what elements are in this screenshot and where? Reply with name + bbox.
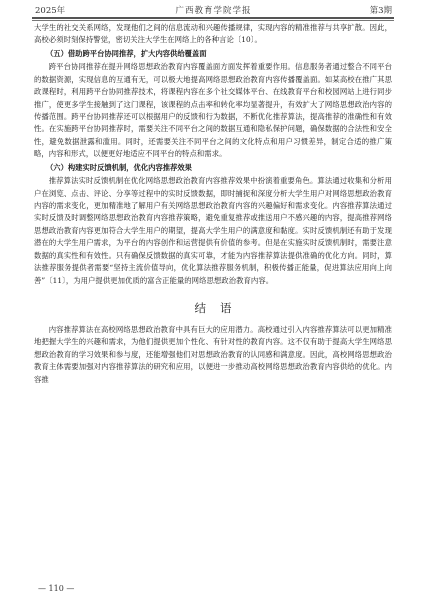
paragraph-cross-platform: 跨平台协同推荐在提升网络思想政治教育内容覆盖面方面发挥着重要作用。信息服务者通过整合不同平台的数据资源，实现信息的互通有无，可以极大地提高网络思想政治教育内容传播覆盖面。如某高校在推广其思政课程时，利用跨平台协同推荐技术，将课程内容在多个社交媒体平台、在线教育平台和校园网站上进行同步推广，使更多学生接触到了这门课程，该课程的点击率和转化率均显著提升，有效扩大了网络思想政治内容的传播范围。跨平台协同推荐还可以根据用户的反馈和行为数据，不断优化推荐算法，提高推荐的准确性和有效性。在实施跨平台协同推荐时，需要关注不同平台之间的数据互通和隐私保护问题，确保数据的合法性和安全性，避免数据泄露和滥用。同时，还需要关注不同平台之间的文化特点和用户习惯差异，制定合适的推广策略，内容和形式，以便更好地适应不同平台的特点和需求。 bbox=[34, 62, 392, 159]
page-number: — 110 — bbox=[38, 584, 75, 593]
paragraph-continued: 大学生的社交关系网络，发现他们之间的信息流动和兴趣传播规律，实现内容的精准推荐与共享扩散。因此，高校必须时刻保持警觉，密切关注大学生在网络上的各种言论〔10〕。 bbox=[34, 23, 392, 45]
running-header bbox=[0, 0, 427, 18]
header-issue-number: 第3期 bbox=[369, 6, 392, 16]
header-rule-thin bbox=[32, 20, 394, 21]
paragraph-realtime-feedback: 推荐算法实时反馈机制在优化网络思想政治教育内容推荐效果中扮演着重要角色。算法通过收集和分析用户在浏览、点击、评论、分享等过程中的实时反馈数据，即时捕捉和深度分析大学生用户对网络思想政治教育内容的需求变化，更加精准地了解用户有关网络思想政治教育内容的兴趣偏好和需求变化。内容推荐算法通过实时反馈及时调整网络思想政治教育内容推荐策略，避免重复推荐或推送用户不感兴趣的内容，提高推荐网络思想政治教育内容更加符合大学生用户的期望，提高大学生用户的满意度和黏度。实时反馈机制还有助于发现潜在的大学生用户需求，为平台的内容创作和运营提供有价值的参考。但是在实施实时反馈机制时，需要注意数据的真实性和有效性。只有确保反馈数据的真实可靠，才能为内容推荐算法提供准确的优化方向。同时，算法推荐服务提供者需要“坚持主流价值导向，优化算法推荐服务机制，积极传播正能量，促进算法应用向上向善”〔11〕，为用户提供更加优质的富含正能量的网络思想政治教育内容。 bbox=[34, 176, 392, 285]
article-body bbox=[34, 22, 392, 386]
header-journal-name: 广西教育学院学报 bbox=[175, 6, 252, 16]
header-rule-thick bbox=[32, 17, 394, 19]
subheading-cross-platform: （五）借助跨平台协同推荐，扩大内容供给覆盖面 bbox=[46, 48, 207, 58]
subheading-realtime-feedback: （六）构建实时反馈机制，优化内容推荐效果 bbox=[46, 162, 192, 172]
header-year: 2025年 bbox=[35, 6, 66, 16]
paragraph-conclusion: 内容推荐算法在高校网络思想政治教育中具有巨大的应用潜力。高校通过引入内容推荐算法可以更加精准地把握大学生的兴趣和需求，为他们提供更加个性化、有针对性的教育内容。这不仅有助于提高大学生网络思想政治教育的学习效果和参与度，还能增强他们对思想政治教育的认同感和满意度。因此，高校网络思想政治教育主体需要加强对内容推荐算法的研究和应用，以便进一步推动高校网络思想政治教育内容供给的优化。内容推 bbox=[34, 324, 392, 384]
conclusion-title: 结语 bbox=[194, 300, 246, 315]
